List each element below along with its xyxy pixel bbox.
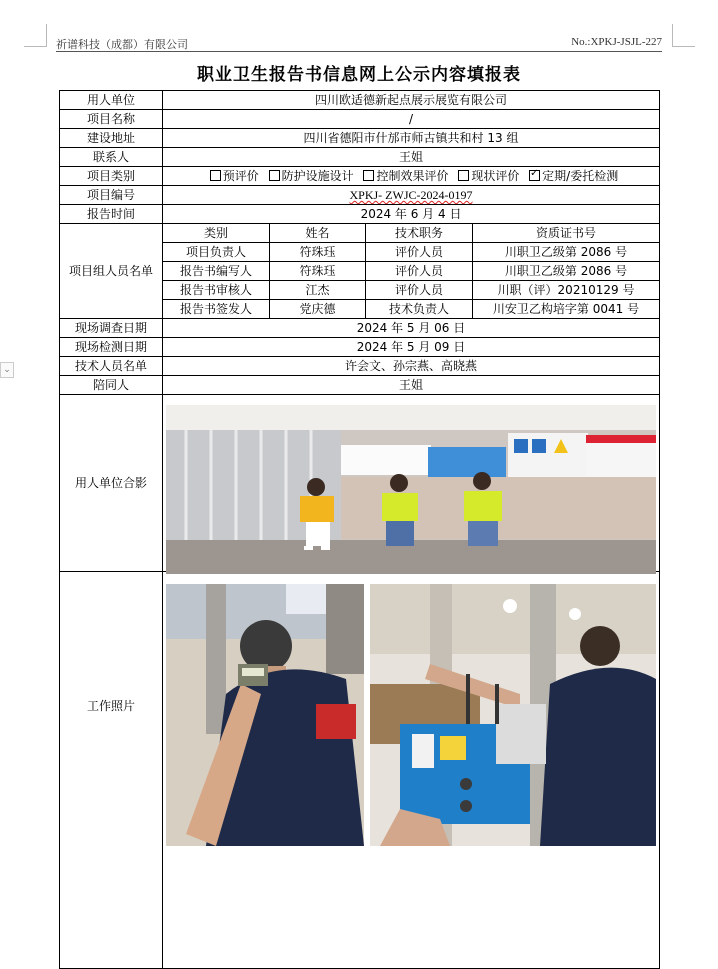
work-photo-left-image	[166, 584, 364, 846]
team-name: 符珠珏	[270, 243, 366, 262]
contact-value: 王姐	[163, 148, 660, 167]
team-title: 评价人员	[366, 262, 473, 281]
team-name: 符珠珏	[270, 262, 366, 281]
checkbox-pre-evaluation[interactable]	[210, 170, 221, 181]
team-cert: 川职卫乙级第 2086 号	[473, 243, 660, 262]
header-rule	[56, 51, 662, 52]
team-role: 项目负责人	[163, 243, 270, 262]
row-escort	[60, 376, 660, 395]
group-photo-label: 用人单位合影	[60, 395, 163, 572]
chevron-down-icon[interactable]: ⌄	[0, 362, 14, 378]
group-photo	[166, 405, 656, 574]
document-number: No.:XPKJ-JSJL-227	[571, 36, 662, 48]
report-time-label: 报告时间	[60, 205, 163, 224]
row-report-time	[60, 205, 660, 224]
employer-label: 用人单位	[60, 91, 163, 110]
checkbox-periodic-detection[interactable]	[529, 170, 540, 181]
test-date-label: 现场检测日期	[60, 338, 163, 357]
work-photo-label: 工作照片	[60, 572, 163, 969]
project-name-label: 项目名称	[60, 110, 163, 129]
team-cert: 川职（评）20210129 号	[473, 281, 660, 300]
category-option-label: 控制效果评价	[376, 169, 449, 183]
team-label: 项目组人员名单	[60, 224, 163, 319]
team-header-cert: 资质证书号	[473, 224, 660, 243]
survey-date-value: 2024 年 5 月 06 日	[163, 319, 660, 338]
report-time-value: 2024 年 6 月 4 日	[163, 205, 660, 224]
team-header-row	[60, 224, 660, 243]
test-date-value: 2024 年 5 月 09 日	[163, 338, 660, 357]
crop-mark-top-right	[672, 24, 695, 47]
team-role: 报告书编写人	[163, 262, 270, 281]
group-photo-image	[166, 405, 656, 574]
crop-mark-top-left	[24, 24, 47, 47]
category-options	[163, 167, 660, 186]
team-title: 技术负责人	[366, 300, 473, 319]
team-title: 评价人员	[366, 243, 473, 262]
checkbox-status-evaluation[interactable]	[458, 170, 469, 181]
category-option-label: 定期/委托检测	[542, 169, 619, 183]
company-header: 祈谱科技（成都）有限公司	[56, 38, 188, 51]
work-photo-right	[370, 584, 656, 846]
team-name: 江杰	[270, 281, 366, 300]
checkbox-control-effect[interactable]	[363, 170, 374, 181]
work-photo-left	[166, 584, 364, 846]
team-role: 报告书签发人	[163, 300, 270, 319]
project-no-label: 项目编号	[60, 186, 163, 205]
category-label: 项目类别	[60, 167, 163, 186]
escort-label: 陪同人	[60, 376, 163, 395]
category-option-label: 现状评价	[471, 169, 520, 183]
team-role: 报告书审核人	[163, 281, 270, 300]
row-test-date	[60, 338, 660, 357]
team-header-title: 技术职务	[366, 224, 473, 243]
category-option-label: 防护设施设计	[281, 169, 354, 183]
tech-staff-value: 许会文、孙宗燕、高晓燕	[163, 357, 660, 376]
employer-value: 四川欧适德新起点展示展览有限公司	[163, 91, 660, 110]
address-value: 四川省德阳市什邡市师古镇共和村 13 组	[163, 129, 660, 148]
team-cert: 川安卫乙构培字第 0041 号	[473, 300, 660, 319]
page-title: 职业卫生报告书信息网上公示内容填报表	[197, 65, 521, 85]
checkbox-protection-design[interactable]	[269, 170, 280, 181]
category-option-label: 预评价	[222, 169, 259, 183]
row-survey-date	[60, 319, 660, 338]
contact-label: 联系人	[60, 148, 163, 167]
row-category	[60, 167, 660, 186]
escort-value: 王姐	[163, 376, 660, 395]
tech-staff-label: 技术人员名单	[60, 357, 163, 376]
row-contact	[60, 148, 660, 167]
project-no-text: XPKJ- ZWJC-2024-0197	[349, 188, 473, 202]
team-header-name: 姓名	[270, 224, 366, 243]
address-label: 建设地址	[60, 129, 163, 148]
team-cert: 川职卫乙级第 2086 号	[473, 262, 660, 281]
work-photo-right-image	[370, 584, 656, 846]
row-employer	[60, 91, 660, 110]
survey-date-label: 现场调查日期	[60, 319, 163, 338]
team-header-category: 类别	[163, 224, 270, 243]
team-title: 评价人员	[366, 281, 473, 300]
project-no-value	[163, 186, 660, 205]
team-name: 党庆德	[270, 300, 366, 319]
row-tech-staff	[60, 357, 660, 376]
row-project-no	[60, 186, 660, 205]
project-name-value: /	[163, 110, 660, 129]
row-address	[60, 129, 660, 148]
row-project-name	[60, 110, 660, 129]
